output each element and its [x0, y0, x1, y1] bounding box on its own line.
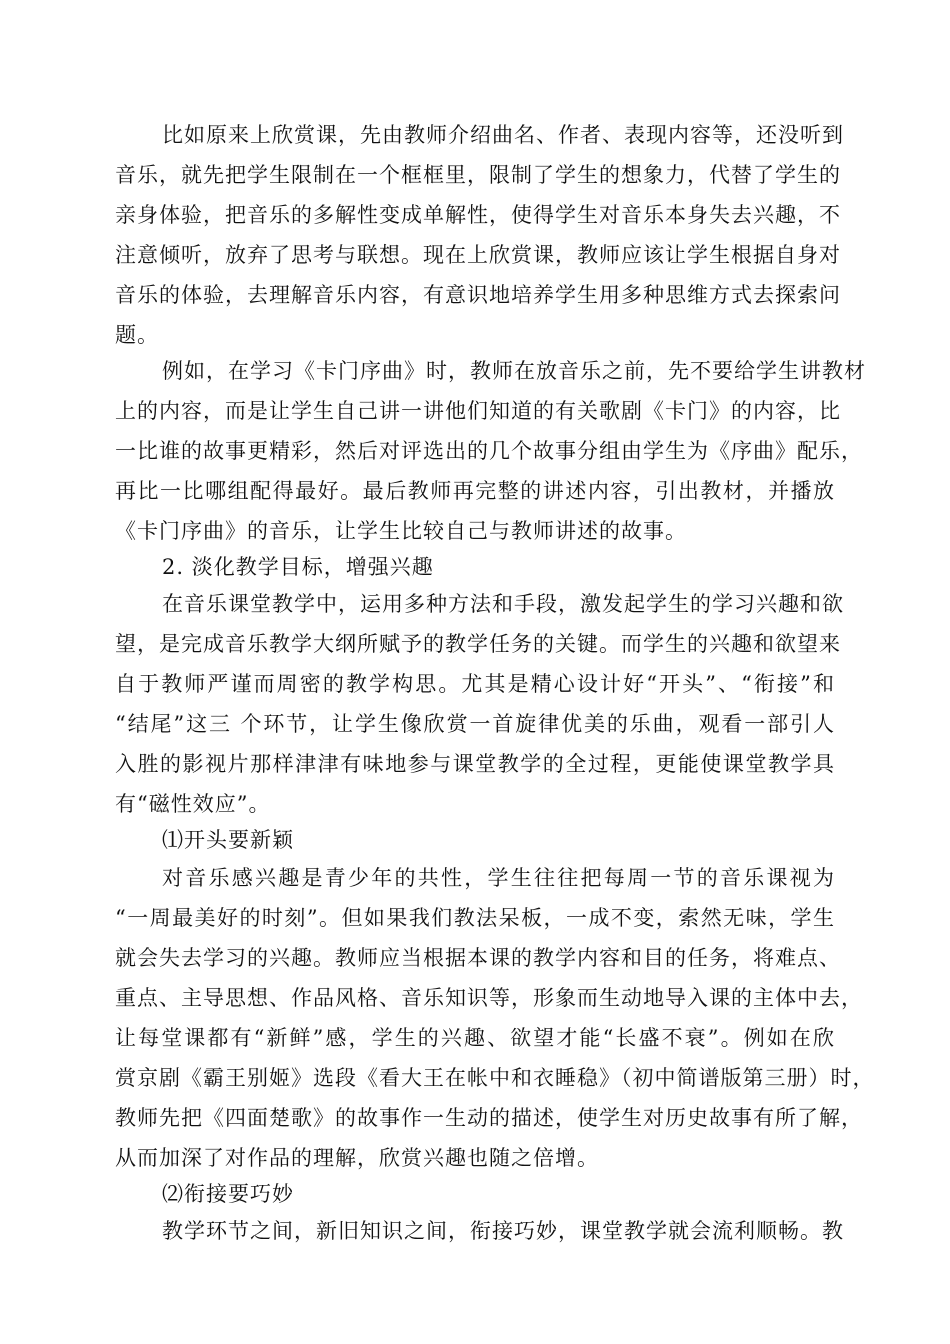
- paragraph-line: 在音乐课堂教学中，运用多种方法和手段，激发起学生的学习兴趣和欲: [162, 592, 844, 616]
- subsection-heading: ⑴开头要新颖: [162, 828, 294, 852]
- paragraph-line: 让每堂课都有“新鲜”感，学生的兴趣、欲望才能“长盛不衰”。例如在欣: [115, 1026, 835, 1050]
- paragraph-line: 注意倾听，放弃了思考与联想。现在上欣赏课，教师应该让学生根据自身对: [115, 243, 841, 267]
- paragraph-line: 再比一比哪组配得最好。最后教师再完整的讲述内容，引出教材，并播放: [115, 479, 835, 503]
- paragraph-line: “结尾”这三 个环节，让学生像欣赏一首旋律优美的乐曲，观看一部引人: [115, 712, 835, 736]
- paragraph-line: 音乐，就先把学生限制在一个框框里，限制了学生的想象力，代替了学生的: [115, 163, 841, 187]
- paragraph-line: 例如，在学习《卡门序曲》时，教师在放音乐之前，先不要给学生讲教材: [162, 359, 866, 383]
- paragraph-line: 题。: [115, 323, 159, 347]
- paragraph-line: “一周最美好的时刻”。但如果我们教法呆板，一成不变，索然无味，学生: [115, 906, 835, 930]
- subsection-heading: ⑵衔接要巧妙: [162, 1182, 294, 1206]
- paragraph-line: 音乐的体验，去理解音乐内容，有意识地培养学生用多种思维方式去探索问: [115, 283, 841, 307]
- paragraph-line: 对音乐感兴趣是青少年的共性，学生往往把每周一节的音乐课视为: [162, 866, 835, 890]
- paragraph-line: 入胜的影视片那样津津有味地参与课堂教学的全过程，更能使课堂教学具: [115, 752, 835, 776]
- paragraph-line: 教学环节之间，新旧知识之间，衔接巧妙，课堂教学就会流利顺畅。教: [162, 1219, 844, 1243]
- section-heading: 2. 淡化教学目标，增强兴趣: [162, 555, 434, 579]
- paragraph-line: 有“磁性效应”。: [115, 792, 271, 816]
- paragraph-line: 重点、主导思想、作品风格、音乐知识等，形象而生动地导入课的主体中去，: [115, 986, 863, 1010]
- paragraph-line: 《卡门序曲》的音乐，让学生比较自己与教师讲述的故事。: [115, 519, 687, 543]
- paragraph-line: 比如原来上欣赏课，先由教师介绍曲名、作者、表现内容等，还没听到: [162, 123, 844, 147]
- paragraph-line: 望，是完成音乐教学大纲所赋予的教学任务的关键。而学生的兴趣和欲望来: [115, 632, 841, 656]
- paragraph-line: 上的内容，而是让学生自己讲一讲他们知道的有关歌剧《卡门》的内容，比: [115, 399, 841, 423]
- paragraph-line: 自于教师严谨而周密的教学构思。尤其是精心设计好“开头”、“衔接”和: [115, 672, 835, 696]
- paragraph-line: 从而加深了对作品的理解，欣赏兴趣也随之倍增。: [115, 1146, 599, 1170]
- paragraph-line: 一比谁的故事更精彩，然后对评选出的几个故事分组由学生为《序曲》配乐，: [115, 439, 863, 463]
- paragraph-line: 教师先把《四面楚歌》的故事作一生动的描述，使学生对历史故事有所了解，: [115, 1106, 863, 1130]
- paragraph-line: 就会失去学习的兴趣。教师应当根据本课的教学内容和目的任务，将难点、: [115, 946, 841, 970]
- paragraph-line: 赏京剧《霸王别姬》选段《看大王在帐中和衣睡稳》（初中简谱版第三册）时，: [115, 1066, 875, 1090]
- paragraph-line: 亲身体验，把音乐的多解性变成单解性，使得学生对音乐本身失去兴趣，不: [115, 203, 841, 227]
